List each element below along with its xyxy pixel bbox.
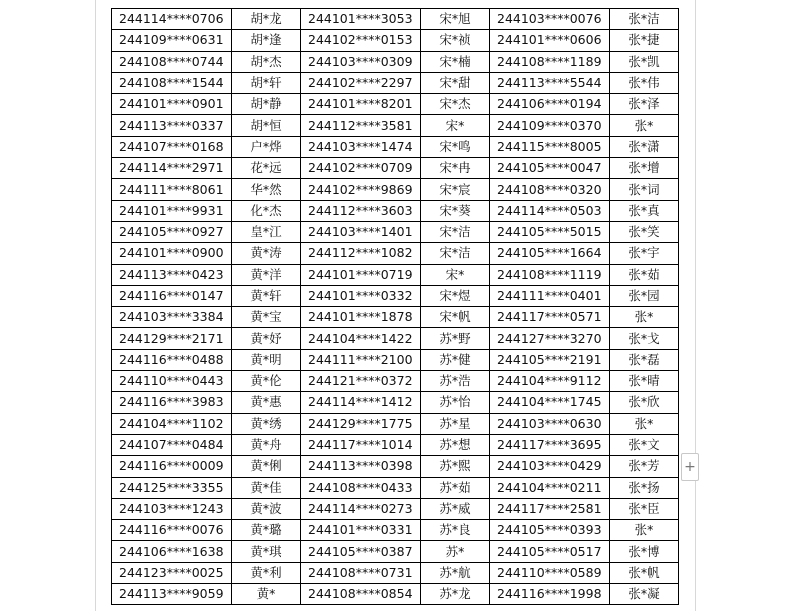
name-cell[interactable]: 张*凝 — [610, 584, 679, 605]
table-row — [112, 562, 679, 583]
name-cell[interactable]: 张*欣 — [610, 392, 679, 413]
table-row — [112, 221, 679, 242]
id-number-cell[interactable]: 244103****1243 — [112, 498, 232, 519]
id-number-cell[interactable]: 244103****0309 — [301, 51, 421, 72]
table-row — [112, 115, 679, 136]
id-number-cell[interactable]: 244106****1638 — [112, 541, 232, 562]
name-cell[interactable]: 宋*甜 — [421, 72, 490, 93]
table-row — [112, 520, 679, 541]
name-cell[interactable]: 黄*佳 — [232, 477, 301, 498]
id-number-cell[interactable]: 244113****9059 — [112, 584, 232, 605]
id-number-cell[interactable]: 244117****1014 — [301, 434, 421, 455]
name-cell[interactable]: 苏*茹 — [421, 477, 490, 498]
id-number-cell[interactable]: 244102****9869 — [301, 179, 421, 200]
name-cell[interactable]: 宋*煜 — [421, 285, 490, 306]
name-cell[interactable]: 张* — [610, 115, 679, 136]
id-number-cell[interactable]: 244111****8061 — [112, 179, 232, 200]
id-number-cell[interactable]: 244103****0429 — [490, 456, 610, 477]
name-cell[interactable]: 张*戈 — [610, 328, 679, 349]
id-number-cell[interactable]: 244114****1412 — [301, 392, 421, 413]
id-number-cell[interactable]: 244127****3270 — [490, 328, 610, 349]
id-number-cell[interactable]: 244108****0433 — [301, 477, 421, 498]
id-number-cell[interactable]: 244113****0337 — [112, 115, 232, 136]
id-number-cell[interactable]: 244105****0047 — [490, 158, 610, 179]
name-cell[interactable]: 宋* — [421, 115, 490, 136]
name-cell[interactable]: 黄*惠 — [232, 392, 301, 413]
name-cell[interactable]: 张*增 — [610, 158, 679, 179]
table-row — [112, 72, 679, 93]
id-number-cell[interactable]: 244114****0273 — [301, 498, 421, 519]
exam-id-name-table — [111, 8, 679, 605]
table-row — [112, 9, 679, 30]
name-cell[interactable]: 黄*波 — [232, 498, 301, 519]
id-number-cell[interactable]: 244117****3695 — [490, 434, 610, 455]
id-number-cell[interactable]: 244105****2191 — [490, 349, 610, 370]
id-number-cell[interactable]: 244109****0631 — [112, 30, 232, 51]
id-number-cell[interactable]: 244113****0423 — [112, 264, 232, 285]
id-number-cell[interactable]: 244116****0076 — [112, 520, 232, 541]
name-cell[interactable]: 胡*静 — [232, 94, 301, 115]
page-left-edge — [95, 0, 96, 611]
name-cell[interactable]: 宋*旭 — [421, 9, 490, 30]
name-cell[interactable]: 张*园 — [610, 285, 679, 306]
name-cell[interactable]: 张*笑 — [610, 221, 679, 242]
table-row — [112, 328, 679, 349]
document-table-wrapper — [111, 8, 679, 605]
name-cell[interactable]: 黄* — [232, 584, 301, 605]
id-number-cell[interactable]: 244105****0387 — [301, 541, 421, 562]
name-cell[interactable]: 苏*野 — [421, 328, 490, 349]
id-number-cell[interactable]: 244104****1422 — [301, 328, 421, 349]
name-cell[interactable]: 黄*绣 — [232, 413, 301, 434]
id-number-cell[interactable]: 244108****1189 — [490, 51, 610, 72]
name-cell[interactable]: 宋*楠 — [421, 51, 490, 72]
id-number-cell[interactable]: 244112****3581 — [301, 115, 421, 136]
id-number-cell[interactable]: 244105****0927 — [112, 221, 232, 242]
name-cell[interactable]: 苏*龙 — [421, 584, 490, 605]
id-number-cell[interactable]: 244101****0606 — [490, 30, 610, 51]
table-row — [112, 51, 679, 72]
table-row — [112, 349, 679, 370]
id-number-cell[interactable]: 244112****1082 — [301, 243, 421, 264]
id-number-cell[interactable]: 244101****8201 — [301, 94, 421, 115]
id-number-cell[interactable]: 244105****5015 — [490, 221, 610, 242]
id-number-cell[interactable]: 244108****0854 — [301, 584, 421, 605]
name-cell[interactable]: 户*烨 — [232, 136, 301, 157]
name-cell[interactable]: 张*扬 — [610, 477, 679, 498]
name-cell[interactable]: 黄*俐 — [232, 456, 301, 477]
id-number-cell[interactable]: 244116****1998 — [490, 584, 610, 605]
name-cell[interactable]: 张*凯 — [610, 51, 679, 72]
add-row-plus-icon[interactable]: + — [681, 453, 699, 481]
id-number-cell[interactable]: 244116****0147 — [112, 285, 232, 306]
id-number-cell[interactable]: 244111****2100 — [301, 349, 421, 370]
name-cell[interactable]: 宋* — [421, 264, 490, 285]
name-cell[interactable]: 宋*鸣 — [421, 136, 490, 157]
id-number-cell[interactable]: 244103****0076 — [490, 9, 610, 30]
table-body — [112, 9, 679, 605]
name-cell[interactable]: 张*臣 — [610, 498, 679, 519]
id-number-cell[interactable]: 244107****0168 — [112, 136, 232, 157]
name-cell[interactable]: 张*词 — [610, 179, 679, 200]
id-number-cell[interactable]: 244125****3355 — [112, 477, 232, 498]
name-cell[interactable]: 张*泽 — [610, 94, 679, 115]
id-number-cell[interactable]: 244114****0706 — [112, 9, 232, 30]
name-cell[interactable]: 黄*涛 — [232, 243, 301, 264]
id-number-cell[interactable]: 244111****0401 — [490, 285, 610, 306]
name-cell[interactable]: 黄*琪 — [232, 541, 301, 562]
name-cell[interactable]: 苏*健 — [421, 349, 490, 370]
id-number-cell[interactable]: 244103****1474 — [301, 136, 421, 157]
id-number-cell[interactable]: 244108****1119 — [490, 264, 610, 285]
name-cell[interactable]: 黄*璐 — [232, 520, 301, 541]
name-cell[interactable]: 黄*利 — [232, 562, 301, 583]
name-cell[interactable]: 胡*轩 — [232, 72, 301, 93]
table-row — [112, 307, 679, 328]
table-row — [112, 243, 679, 264]
id-number-cell[interactable]: 244105****0393 — [490, 520, 610, 541]
id-number-cell[interactable]: 244104****1745 — [490, 392, 610, 413]
name-cell[interactable]: 张*捷 — [610, 30, 679, 51]
table-row — [112, 584, 679, 605]
name-cell[interactable]: 宋*宸 — [421, 179, 490, 200]
name-cell[interactable]: 苏* — [421, 541, 490, 562]
id-number-cell[interactable]: 244110****0589 — [490, 562, 610, 583]
table-row — [112, 434, 679, 455]
name-cell[interactable]: 宋*帆 — [421, 307, 490, 328]
table-row — [112, 200, 679, 221]
id-number-cell[interactable]: 244117****2581 — [490, 498, 610, 519]
table-row — [112, 413, 679, 434]
name-cell[interactable]: 宋*祯 — [421, 30, 490, 51]
id-number-cell[interactable]: 244101****9931 — [112, 200, 232, 221]
name-cell[interactable]: 张*宇 — [610, 243, 679, 264]
table-row — [112, 392, 679, 413]
table-row — [112, 371, 679, 392]
id-number-cell[interactable]: 244110****0443 — [112, 371, 232, 392]
name-cell[interactable]: 张*茹 — [610, 264, 679, 285]
name-cell[interactable]: 张*磊 — [610, 349, 679, 370]
name-cell[interactable]: 张*真 — [610, 200, 679, 221]
id-number-cell[interactable]: 244108****0744 — [112, 51, 232, 72]
name-cell[interactable]: 苏*星 — [421, 413, 490, 434]
id-number-cell[interactable]: 244115****8005 — [490, 136, 610, 157]
id-number-cell[interactable]: 244113****5544 — [490, 72, 610, 93]
table-row — [112, 179, 679, 200]
table-row — [112, 264, 679, 285]
name-cell[interactable]: 黄*明 — [232, 349, 301, 370]
name-cell[interactable]: 张*洁 — [610, 9, 679, 30]
id-number-cell[interactable]: 244102****0709 — [301, 158, 421, 179]
name-cell[interactable]: 苏*良 — [421, 520, 490, 541]
id-number-cell[interactable]: 244104****0211 — [490, 477, 610, 498]
id-number-cell[interactable]: 244104****9112 — [490, 371, 610, 392]
id-number-cell[interactable]: 244104****1102 — [112, 413, 232, 434]
id-number-cell[interactable]: 244101****0901 — [112, 94, 232, 115]
id-number-cell[interactable]: 244102****2297 — [301, 72, 421, 93]
id-number-cell[interactable]: 244105****0517 — [490, 541, 610, 562]
name-cell[interactable]: 张*文 — [610, 434, 679, 455]
id-number-cell[interactable]: 244116****0488 — [112, 349, 232, 370]
name-cell[interactable]: 化*杰 — [232, 200, 301, 221]
name-cell[interactable]: 黄*宝 — [232, 307, 301, 328]
name-cell[interactable]: 黄*妤 — [232, 328, 301, 349]
name-cell[interactable]: 苏*航 — [421, 562, 490, 583]
id-number-cell[interactable]: 244107****0484 — [112, 434, 232, 455]
name-cell[interactable]: 皇*江 — [232, 221, 301, 242]
name-cell[interactable]: 张*伟 — [610, 72, 679, 93]
id-number-cell[interactable]: 244101****3053 — [301, 9, 421, 30]
id-number-cell[interactable]: 244101****0719 — [301, 264, 421, 285]
name-cell[interactable]: 宋*冉 — [421, 158, 490, 179]
name-cell[interactable]: 花*远 — [232, 158, 301, 179]
table-row — [112, 477, 679, 498]
id-number-cell[interactable]: 244106****0194 — [490, 94, 610, 115]
name-cell[interactable]: 张*芳 — [610, 456, 679, 477]
id-number-cell[interactable]: 244105****1664 — [490, 243, 610, 264]
table-row — [112, 30, 679, 51]
name-cell[interactable]: 苏*熙 — [421, 456, 490, 477]
table-row — [112, 285, 679, 306]
id-number-cell[interactable]: 244101****0332 — [301, 285, 421, 306]
id-number-cell[interactable]: 244123****0025 — [112, 562, 232, 583]
id-number-cell[interactable]: 244109****0370 — [490, 115, 610, 136]
name-cell[interactable]: 黄*轩 — [232, 285, 301, 306]
name-cell[interactable]: 黄*洋 — [232, 264, 301, 285]
name-cell[interactable]: 张* — [610, 307, 679, 328]
name-cell[interactable]: 胡*恒 — [232, 115, 301, 136]
id-number-cell[interactable]: 244101****0900 — [112, 243, 232, 264]
id-number-cell[interactable]: 244113****0398 — [301, 456, 421, 477]
name-cell[interactable]: 宋*杰 — [421, 94, 490, 115]
name-cell[interactable]: 苏*威 — [421, 498, 490, 519]
name-cell[interactable]: 张*潇 — [610, 136, 679, 157]
table-row — [112, 158, 679, 179]
name-cell[interactable]: 胡*龙 — [232, 9, 301, 30]
id-number-cell[interactable]: 244108****0320 — [490, 179, 610, 200]
id-number-cell[interactable]: 244108****0731 — [301, 562, 421, 583]
name-cell[interactable]: 黄*伦 — [232, 371, 301, 392]
name-cell[interactable]: 张*晴 — [610, 371, 679, 392]
id-number-cell[interactable]: 244114****2971 — [112, 158, 232, 179]
name-cell[interactable]: 宋*洁 — [421, 243, 490, 264]
id-number-cell[interactable]: 244116****0009 — [112, 456, 232, 477]
name-cell[interactable]: 胡*逢 — [232, 30, 301, 51]
name-cell[interactable]: 宋*洁 — [421, 221, 490, 242]
id-number-cell[interactable]: 244103****0630 — [490, 413, 610, 434]
id-number-cell[interactable]: 244129****1775 — [301, 413, 421, 434]
table-row — [112, 456, 679, 477]
id-number-cell[interactable]: 244114****0503 — [490, 200, 610, 221]
id-number-cell[interactable]: 244101****1878 — [301, 307, 421, 328]
table-row — [112, 136, 679, 157]
name-cell[interactable]: 黄*舟 — [232, 434, 301, 455]
name-cell[interactable]: 胡*杰 — [232, 51, 301, 72]
id-number-cell[interactable]: 244129****2171 — [112, 328, 232, 349]
id-number-cell[interactable]: 244101****0331 — [301, 520, 421, 541]
page-right-edge — [695, 0, 696, 611]
name-cell[interactable]: 宋*葵 — [421, 200, 490, 221]
id-number-cell[interactable]: 244121****0372 — [301, 371, 421, 392]
id-number-cell[interactable]: 244102****0153 — [301, 30, 421, 51]
id-number-cell[interactable]: 244103****3384 — [112, 307, 232, 328]
id-number-cell[interactable]: 244117****0571 — [490, 307, 610, 328]
name-cell[interactable]: 苏*浩 — [421, 371, 490, 392]
id-number-cell[interactable]: 244108****1544 — [112, 72, 232, 93]
table-row — [112, 498, 679, 519]
name-cell[interactable]: 张*博 — [610, 541, 679, 562]
name-cell[interactable]: 张* — [610, 413, 679, 434]
name-cell[interactable]: 张*帆 — [610, 562, 679, 583]
id-number-cell[interactable]: 244112****3603 — [301, 200, 421, 221]
id-number-cell[interactable]: 244103****1401 — [301, 221, 421, 242]
name-cell[interactable]: 苏*想 — [421, 434, 490, 455]
name-cell[interactable]: 张* — [610, 520, 679, 541]
id-number-cell[interactable]: 244116****3983 — [112, 392, 232, 413]
table-row — [112, 94, 679, 115]
name-cell[interactable]: 华*然 — [232, 179, 301, 200]
table-row — [112, 541, 679, 562]
name-cell[interactable]: 苏*怡 — [421, 392, 490, 413]
